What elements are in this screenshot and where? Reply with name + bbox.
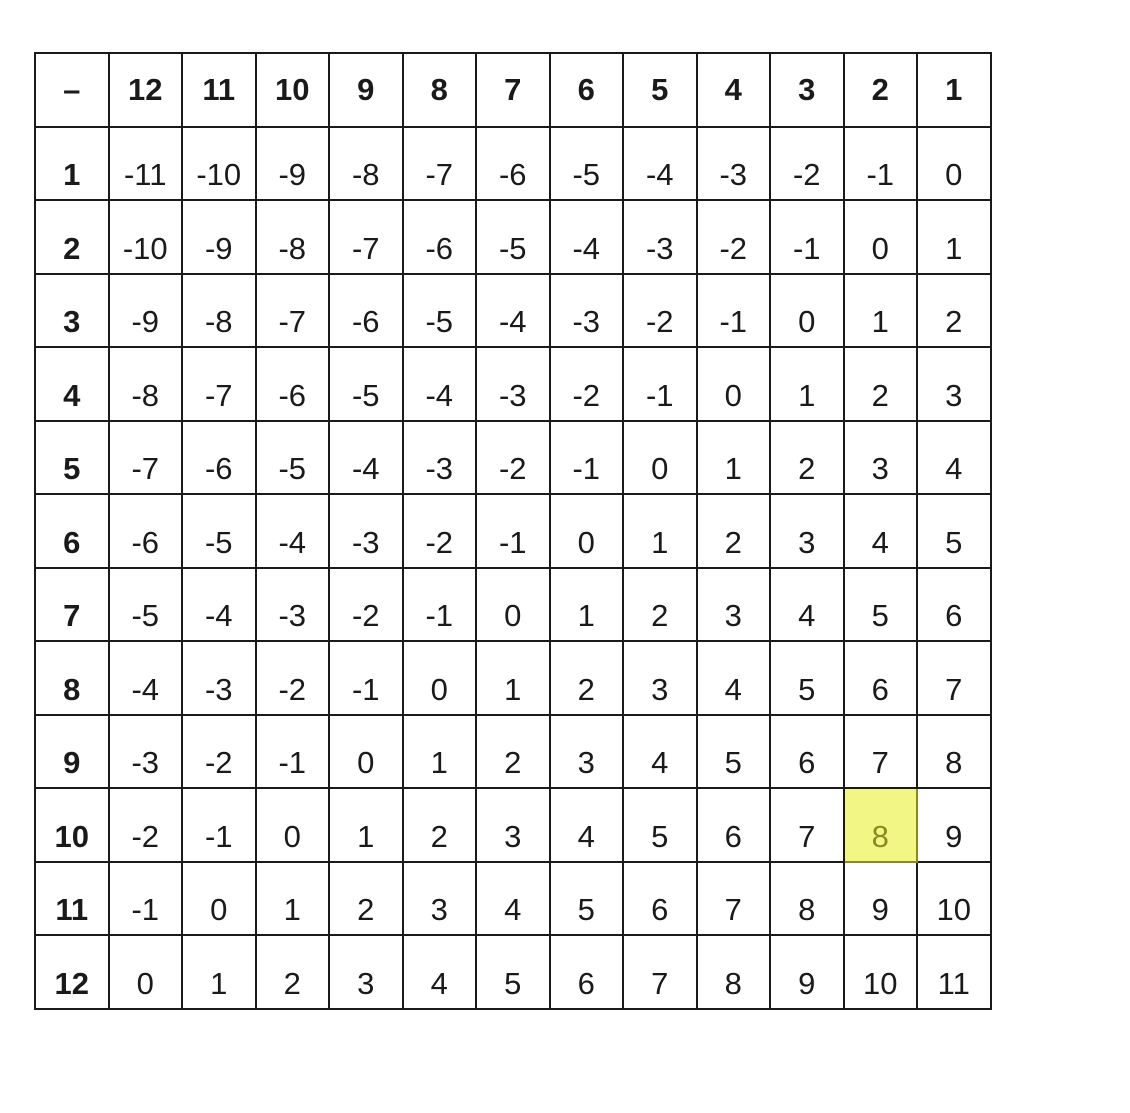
table-cell: -3 (550, 274, 624, 348)
subtraction-table-container (34, 52, 992, 1010)
table-cell: -2 (697, 200, 771, 274)
table-cell: 1 (697, 421, 771, 495)
table-cell: 1 (329, 788, 403, 862)
table-cell: -1 (844, 127, 918, 201)
table-cell: -2 (770, 127, 844, 201)
table-cell: -1 (623, 347, 697, 421)
table-cell: 1 (844, 274, 918, 348)
table-cell: 2 (623, 568, 697, 642)
table-cell: -3 (329, 494, 403, 568)
table-row (35, 127, 991, 201)
table-cell: -6 (403, 200, 477, 274)
row-header: 7 (35, 568, 109, 642)
table-cell: 3 (697, 568, 771, 642)
table-cell: -7 (256, 274, 330, 348)
table-cell: 5 (550, 862, 624, 936)
column-header: 12 (109, 53, 183, 127)
table-cell: -9 (182, 200, 256, 274)
table-cell: 4 (917, 421, 991, 495)
header-row (35, 53, 991, 127)
table-row (35, 935, 991, 1009)
table-cell: 1 (770, 347, 844, 421)
table-cell: 9 (917, 788, 991, 862)
operator-cell: – (35, 53, 109, 127)
table-cell: -3 (403, 421, 477, 495)
table-cell: 0 (844, 200, 918, 274)
row-header: 10 (35, 788, 109, 862)
table-cell: -4 (109, 641, 183, 715)
table-cell: -1 (697, 274, 771, 348)
table-cell: 3 (476, 788, 550, 862)
table-cell: -8 (109, 347, 183, 421)
table-cell: 2 (403, 788, 477, 862)
table-cell: 1 (550, 568, 624, 642)
column-header: 9 (329, 53, 403, 127)
table-row (35, 715, 991, 789)
row-header: 6 (35, 494, 109, 568)
table-cell: 4 (403, 935, 477, 1009)
table-cell: -4 (182, 568, 256, 642)
table-cell: 2 (697, 494, 771, 568)
table-cell: -7 (182, 347, 256, 421)
table-cell: 0 (256, 788, 330, 862)
table-cell: -8 (256, 200, 330, 274)
table-cell: -1 (256, 715, 330, 789)
table-cell: -2 (109, 788, 183, 862)
table-cell: 0 (770, 274, 844, 348)
row-header: 8 (35, 641, 109, 715)
table-row (35, 862, 991, 936)
table-cell: 9 (844, 862, 918, 936)
table-cell: 4 (476, 862, 550, 936)
table-cell: -2 (623, 274, 697, 348)
table-cell: -4 (256, 494, 330, 568)
table-cell: 5 (623, 788, 697, 862)
table-cell: 7 (917, 641, 991, 715)
table-cell: 6 (550, 935, 624, 1009)
table-cell: 6 (844, 641, 918, 715)
table-cell: -1 (109, 862, 183, 936)
column-header: 5 (623, 53, 697, 127)
table-cell: -3 (476, 347, 550, 421)
table-cell: -3 (109, 715, 183, 789)
table-cell: -4 (403, 347, 477, 421)
table-cell: 0 (697, 347, 771, 421)
table-cell: -3 (623, 200, 697, 274)
table-cell: -5 (329, 347, 403, 421)
table-cell: -10 (182, 127, 256, 201)
column-header: 2 (844, 53, 918, 127)
column-header: 7 (476, 53, 550, 127)
table-cell: 3 (623, 641, 697, 715)
table-cell: 6 (770, 715, 844, 789)
row-header: 1 (35, 127, 109, 201)
table-cell: 3 (403, 862, 477, 936)
column-header: 4 (697, 53, 771, 127)
table-cell: 11 (917, 935, 991, 1009)
table-cell: 0 (329, 715, 403, 789)
table-cell: 1 (256, 862, 330, 936)
table-cell: -10 (109, 200, 183, 274)
table-row (35, 200, 991, 274)
table-cell: -2 (476, 421, 550, 495)
table-cell: 2 (917, 274, 991, 348)
row-header: 4 (35, 347, 109, 421)
row-header: 3 (35, 274, 109, 348)
table-cell: 6 (623, 862, 697, 936)
table-cell: 5 (697, 715, 771, 789)
table-cell: -6 (256, 347, 330, 421)
table-row (35, 568, 991, 642)
table-cell: 4 (697, 641, 771, 715)
table-cell: 4 (844, 494, 918, 568)
table-row (35, 788, 991, 862)
table-row (35, 274, 991, 348)
table-cell: 8 (770, 862, 844, 936)
table-cell: 7 (623, 935, 697, 1009)
column-header: 10 (256, 53, 330, 127)
table-cell: 4 (550, 788, 624, 862)
table-cell: 0 (917, 127, 991, 201)
table-cell: -2 (256, 641, 330, 715)
table-cell: 2 (329, 862, 403, 936)
table-cell: -4 (329, 421, 403, 495)
table-cell: 3 (844, 421, 918, 495)
table-cell: -2 (403, 494, 477, 568)
table-cell: 0 (403, 641, 477, 715)
table-cell: -4 (550, 200, 624, 274)
table-cell: -6 (329, 274, 403, 348)
table-cell: 1 (623, 494, 697, 568)
table-cell: 0 (550, 494, 624, 568)
table-cell: -5 (256, 421, 330, 495)
table-cell: 3 (550, 715, 624, 789)
table-cell: -5 (109, 568, 183, 642)
highlighted-cell: 8 (844, 788, 918, 862)
table-cell: 0 (109, 935, 183, 1009)
table-cell: 2 (256, 935, 330, 1009)
table-cell: 2 (476, 715, 550, 789)
table-cell: 1 (182, 935, 256, 1009)
column-header: 1 (917, 53, 991, 127)
table-cell: 3 (329, 935, 403, 1009)
table-cell: -5 (476, 200, 550, 274)
table-cell: 5 (770, 641, 844, 715)
table-cell: 7 (844, 715, 918, 789)
table-cell: 5 (844, 568, 918, 642)
column-header: 6 (550, 53, 624, 127)
table-cell: -7 (329, 200, 403, 274)
table-cell: -1 (770, 200, 844, 274)
table-cell: 4 (770, 568, 844, 642)
table-cell: 1 (403, 715, 477, 789)
table-cell: -5 (550, 127, 624, 201)
table-cell: 9 (770, 935, 844, 1009)
table-cell: 7 (697, 862, 771, 936)
table-cell: 0 (182, 862, 256, 936)
table-cell: 10 (917, 862, 991, 936)
table-cell: -1 (403, 568, 477, 642)
table-cell: -6 (109, 494, 183, 568)
row-header: 5 (35, 421, 109, 495)
table-cell: 6 (697, 788, 771, 862)
table-cell: -5 (403, 274, 477, 348)
table-cell: -2 (329, 568, 403, 642)
table-cell: 8 (697, 935, 771, 1009)
table-cell: 3 (770, 494, 844, 568)
table-cell: -3 (256, 568, 330, 642)
table-cell: 2 (550, 641, 624, 715)
table-cell: 1 (917, 200, 991, 274)
table-cell: 4 (623, 715, 697, 789)
table-cell: -6 (182, 421, 256, 495)
table-cell: 7 (770, 788, 844, 862)
table-cell: 6 (917, 568, 991, 642)
column-header: 8 (403, 53, 477, 127)
table-cell: 5 (476, 935, 550, 1009)
table-cell: -5 (182, 494, 256, 568)
table-cell: -4 (476, 274, 550, 348)
row-header: 11 (35, 862, 109, 936)
column-header: 11 (182, 53, 256, 127)
table-row (35, 347, 991, 421)
table-cell: -3 (697, 127, 771, 201)
table-cell: 10 (844, 935, 918, 1009)
table-cell: -1 (476, 494, 550, 568)
table-cell: -9 (109, 274, 183, 348)
table-cell: 2 (844, 347, 918, 421)
table-cell: -3 (182, 641, 256, 715)
table-cell: -6 (476, 127, 550, 201)
table-cell: 0 (476, 568, 550, 642)
row-header: 2 (35, 200, 109, 274)
table-cell: -1 (329, 641, 403, 715)
table-cell: -4 (623, 127, 697, 201)
table-row (35, 494, 991, 568)
table-row (35, 421, 991, 495)
table-cell: 0 (623, 421, 697, 495)
table-cell: -2 (182, 715, 256, 789)
table-cell: 5 (917, 494, 991, 568)
table-cell: -1 (550, 421, 624, 495)
table-cell: -7 (403, 127, 477, 201)
table-cell: -1 (182, 788, 256, 862)
row-header: 12 (35, 935, 109, 1009)
table-cell: 2 (770, 421, 844, 495)
table-cell: -9 (256, 127, 330, 201)
row-header: 9 (35, 715, 109, 789)
subtraction-table (34, 52, 992, 1010)
table-cell: 1 (476, 641, 550, 715)
table-cell: -7 (109, 421, 183, 495)
column-header: 3 (770, 53, 844, 127)
table-cell: 3 (917, 347, 991, 421)
table-cell: 8 (917, 715, 991, 789)
table-cell: -11 (109, 127, 183, 201)
table-row (35, 641, 991, 715)
table-cell: -8 (182, 274, 256, 348)
table-cell: -8 (329, 127, 403, 201)
table-cell: -2 (550, 347, 624, 421)
